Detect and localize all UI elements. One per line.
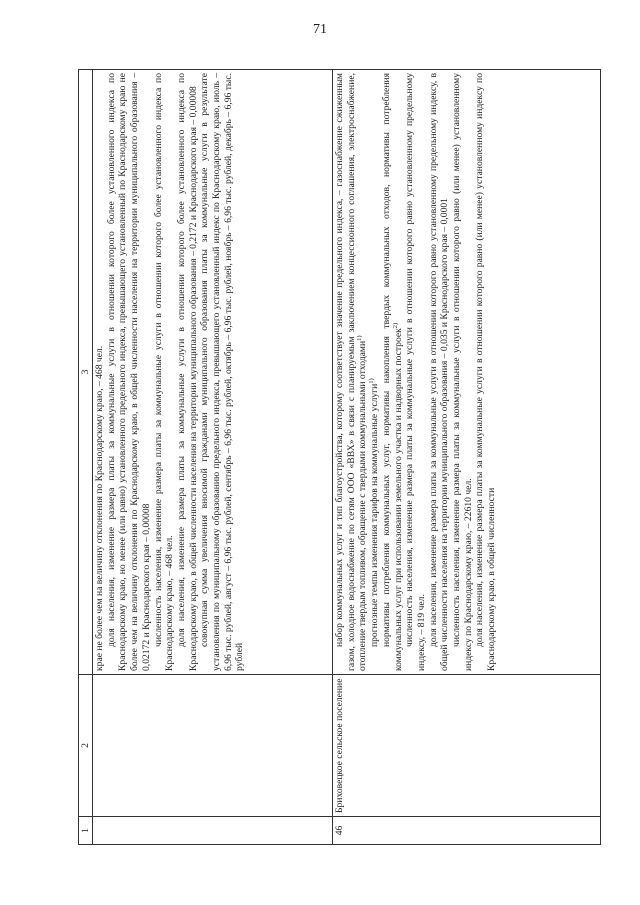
table-header-row — [79, 70, 93, 845]
continuation-name-cell — [93, 675, 333, 817]
row-paragraph: нормативы потребления коммунальных услуг, нормативы накопления твердых коммунальных отходов, нормативы потребления коммунальных услуг при использовании земельного участка и надворных построек$^{2)}$ — [380, 73, 404, 671]
row-paragraph: доля населения, изменение размера платы за коммунальные услуги в отношении которого равно (или менее) установленному индексу по Краснодарскому краю, в общей численности — [474, 73, 498, 671]
row-number: 46 — [333, 817, 601, 845]
row-paragraph: численность населения, изменение размера платы за коммунальные услуги в отношении которого равно установленному предельному индексу, – 819 чел. — [404, 73, 427, 671]
row-paragraph: доля населения, изменение размера платы за коммунальные услуги в отношении которого равно установленному предельному индексу, в общей численности населения на территории муниципального образования – 0,035 и Краснодарского края – 0,0001 — [427, 73, 451, 671]
continuation-paragraph: совокупная сумма увеличения вносимой гражданами муниципального образования платы за коммунальные услуги в результате установления по муниципальному образованию предельного индекса, превышающего установленный индекс по Краснодарскому краю, июль – 6,96 тыс. рублей, август – 6,96 тыс. рублей, сентябрь – 6,96 тыс. рублей, октябрь – 6,96 тыс. рублей, ноябрь – 6,96 тыс. рублей, декабрь – 6,96 тыс. рублей — [199, 73, 246, 671]
row-settlement-name: Бриховецкое сельское поселение — [333, 675, 601, 817]
header-col-1: 1 — [79, 817, 93, 845]
continuation-paragraph: численность населения, изменение размера платы за коммунальные услуги в отношении которого более установленного индекса по Краснодарскому краю, – 468 чел. — [152, 73, 176, 671]
data-table — [78, 69, 601, 845]
continuation-paragraph: доля населения, изменение размера платы за коммунальные услуги в отношении которого более установленного индекса по Краснодарскому краю, в общей численности населения на территории муниципального образования – 0,2172 и Краснодарского края – 0,00008 — [175, 73, 199, 671]
row-paragraph: набор коммунальных услуг и тип благоустройства, которому соответствует значение предельного индекса, – газоснабжение сжиженным газом, холодное водоснабжение по сетям ООО «ВВХ» в связи с планируемым заключением концессионного соглашения, электроснабжение, отопление твердым топливом, обращение с твердыми коммунальными отходами$^{1)}$ — [334, 73, 369, 671]
table-row — [333, 70, 601, 845]
header-col-2: 2 — [79, 675, 93, 817]
row-paragraph: прогнозные темпы изменения тарифов на коммунальные услуги$^{1)}$ — [367, 378, 381, 647]
continuation-number-cell — [93, 817, 333, 845]
header-col-3: 3 — [79, 70, 93, 675]
row-description-cell — [333, 70, 601, 675]
rotated-table-frame — [78, 70, 601, 845]
continuation-paragraph: доля населения, изменение размера платы за коммунальные услуги в отношении которого более установленного индекса по Краснодарскому краю, но менее (или равно) установленного предельного индекса, превышающего установленный по Краснодарскому краю не более чем на величину отклонения по Краснодарскому краю, в общей численности населения на территории муниципального образования – 0,02172 и Краснодарского края – 0,00008 — [105, 73, 152, 671]
page-number: 71 — [313, 22, 327, 37]
row-paragraph: численность населения, изменение размера платы за коммунальные услуги в отношении которого равно (или менее) установленному индексу по Краснодарскому краю, – 22610 чел. — [451, 73, 474, 671]
continuation-paragraph: крае не более чем на величину отклонения по Краснодарскому краю, – 468 чел. — [94, 345, 105, 671]
continuation-text-cell — [93, 70, 333, 675]
continuation-row — [93, 70, 333, 845]
